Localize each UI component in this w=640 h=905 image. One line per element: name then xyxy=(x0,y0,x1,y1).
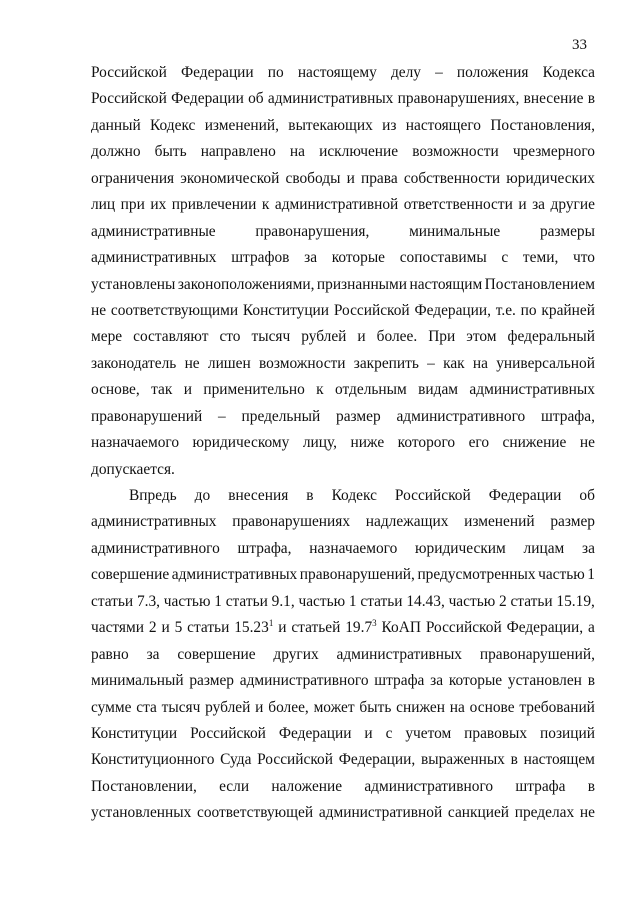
text-line: совершение административных правонарушений, предусмотренных частью 1 xyxy=(91,566,595,584)
text-line: мере составляют сто тысяч рублей и более. При этом федеральный xyxy=(91,328,595,346)
text-line: частями 2 и 5 статьи 15.23$^1$ и статьей 19.7$^3$ КоАП Российской Федерации, а xyxy=(91,618,595,637)
text-line: правонарушений – предельный размер административного штрафа, xyxy=(91,407,595,425)
text-line: административных штрафов за которые сопоставимы с теми, что xyxy=(91,249,595,267)
text-line: основе, так и применительно к отдельным видам административных xyxy=(91,381,595,399)
text-line: лиц при их привлечении к административной ответственности и за другие xyxy=(91,196,595,214)
text-line: административных правонарушениях надлежащих изменений размер xyxy=(91,513,595,531)
body-text xyxy=(91,60,595,827)
text-line: Постановлении, если наложение административного штрафа в xyxy=(91,777,595,795)
text-line: назначаемого юридическому лицу, ниже которого его снижение не xyxy=(91,434,595,452)
text-line: допускается. xyxy=(91,460,175,478)
text-line: Впредь до внесения в Кодекс Российской Федерации об xyxy=(129,487,595,504)
text-line: равно за совершение других административных правонарушений, xyxy=(91,645,595,663)
text-line: Конституционного Суда Российской Федерации, выраженных в настоящем xyxy=(91,751,595,769)
text-line: Российской Федерации по настоящему делу – положения Кодекса xyxy=(91,64,595,81)
text-line: ограничения экономической свободы и права собственности юридических xyxy=(91,169,595,187)
text-line: статьи 7.3, частью 1 статьи 9.1, частью 1 статьи 14.43, частью 2 статьи 15.19, xyxy=(91,592,595,610)
text-line: должно быть направлено на исключение возможности чрезмерного xyxy=(91,143,595,161)
text-line: административного штрафа, назначаемого юридическим лицам за xyxy=(91,539,595,557)
text-line: не соответствующими Конституции Российской Федерации, т.е. по крайней xyxy=(91,301,595,319)
text-line: Конституции Российской Федерации и с учетом правовых позиций xyxy=(91,724,595,742)
text-line: установлены законоположениями, признанными настоящим Постановлением xyxy=(91,275,595,293)
text-line: установленных соответствующей административной санкцией пределах не xyxy=(91,804,595,822)
text-line: Российской Федерации об административных правонарушениях, внесение в xyxy=(91,90,595,108)
text-line: данный Кодекс изменений, вытекающих из настоящего Постановления, xyxy=(91,116,595,134)
page-number: 33 xyxy=(572,37,587,53)
text-line: законодатель не лишен возможности закрепить – как на универсальной xyxy=(91,354,595,372)
text-line: административные правонарушения, минимальные размеры xyxy=(91,222,595,240)
text-line: сумме ста тысяч рублей и более, может быть снижен на основе требований xyxy=(91,698,595,716)
text-line: минимальный размер административного штрафа за которые установлен в xyxy=(91,672,595,690)
